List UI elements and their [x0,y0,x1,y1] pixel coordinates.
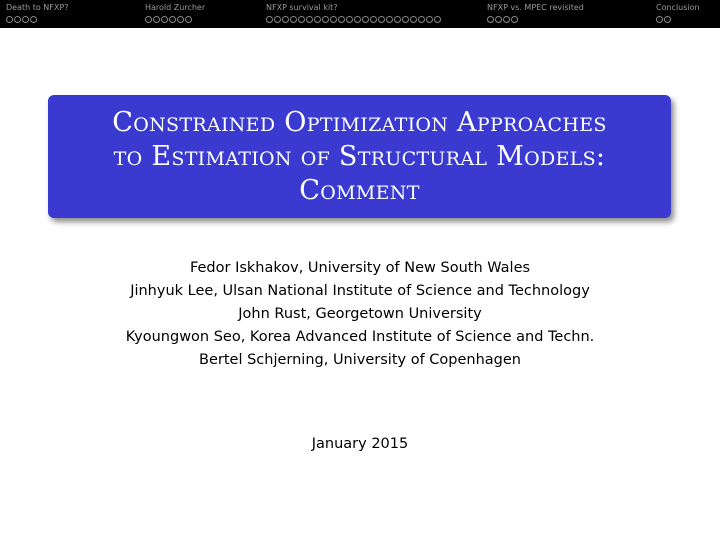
nav-frame-dot[interactable] [487,16,494,23]
nav-frame-dot[interactable] [664,16,671,23]
nav-frame-dot[interactable] [511,16,518,23]
nav-frame-dot[interactable] [394,16,401,23]
nav-section-conclusion[interactable] [656,3,700,27]
nav-frame-dot[interactable] [322,16,329,23]
nav-dots [6,16,68,24]
nav-frame-dot[interactable] [330,16,337,23]
title-line: Comment [299,174,420,206]
nav-frame-dot[interactable] [298,16,305,23]
nav-frame-dot[interactable] [161,16,168,23]
slide-date: January 2015 [311,436,409,452]
nav-frame-dot[interactable] [495,16,502,23]
nav-section-nfxp-survival-kit[interactable] [266,3,441,27]
nav-frame-dot[interactable] [410,16,417,23]
nav-frame-dot[interactable] [346,16,353,23]
nav-frame-dot[interactable] [22,16,29,23]
nav-frame-dot[interactable] [503,16,510,23]
nav-section-title[interactable]: NFXP survival kit? [266,3,338,12]
nav-frame-dot[interactable] [145,16,152,23]
nav-frame-dot[interactable] [177,16,184,23]
nav-dots [266,16,441,24]
nav-frame-dot[interactable] [6,16,13,23]
slide-title [112,106,606,208]
nav-section-nfxp-vs-mpec[interactable] [487,3,584,27]
nav-frame-dot[interactable] [266,16,273,23]
nav-frame-dot[interactable] [338,16,345,23]
nav-frame-dot[interactable] [185,16,192,23]
nav-frame-dot[interactable] [282,16,289,23]
title-block [48,95,671,218]
navigation-bar [0,0,720,28]
nav-frame-dot[interactable] [274,16,281,23]
nav-frame-dot[interactable] [370,16,377,23]
title-line: to Estimation of Structural Models: [113,140,606,172]
author-list [0,257,720,372]
nav-frame-dot[interactable] [434,16,441,23]
nav-dots [145,16,205,24]
nav-frame-dot[interactable] [378,16,385,23]
nav-frame-dot[interactable] [386,16,393,23]
nav-frame-dot[interactable] [153,16,160,23]
nav-dots [487,16,584,24]
nav-frame-dot[interactable] [306,16,313,23]
nav-section-title[interactable]: Death to NFXP? [6,3,69,12]
author-line: Jinhyuk Lee, Ulsan National Institute of Science and Technology [130,283,590,299]
nav-frame-dot[interactable] [418,16,425,23]
author-line: Kyoungwon Seo, Korea Advanced Institute of Science and Techn. [125,329,595,345]
nav-frame-dot[interactable] [426,16,433,23]
nav-dots [656,16,700,24]
nav-section-harold-zurcher[interactable] [145,3,205,27]
nav-frame-dot[interactable] [169,16,176,23]
nav-section-title[interactable]: Harold Zurcher [145,3,206,12]
author-line: Fedor Iskhakov, University of New South Wales [189,260,531,276]
author-line: Bertel Schjerning, University of Copenhagen [199,352,521,368]
nav-frame-dot[interactable] [290,16,297,23]
nav-frame-dot[interactable] [314,16,321,23]
nav-frame-dot[interactable] [402,16,409,23]
nav-frame-dot[interactable] [354,16,361,23]
nav-frame-dot[interactable] [656,16,663,23]
author-line: John Rust, Georgetown University [238,306,482,322]
nav-frame-dot[interactable] [30,16,37,23]
nav-frame-dot[interactable] [362,16,369,23]
nav-section-title[interactable]: NFXP vs. MPEC revisited [487,3,584,12]
nav-section-death-to-nfxp[interactable] [6,3,68,27]
nav-section-title[interactable]: Conclusion [656,3,700,12]
title-line: Constrained Optimization Approaches [112,106,607,138]
nav-frame-dot[interactable] [14,16,21,23]
